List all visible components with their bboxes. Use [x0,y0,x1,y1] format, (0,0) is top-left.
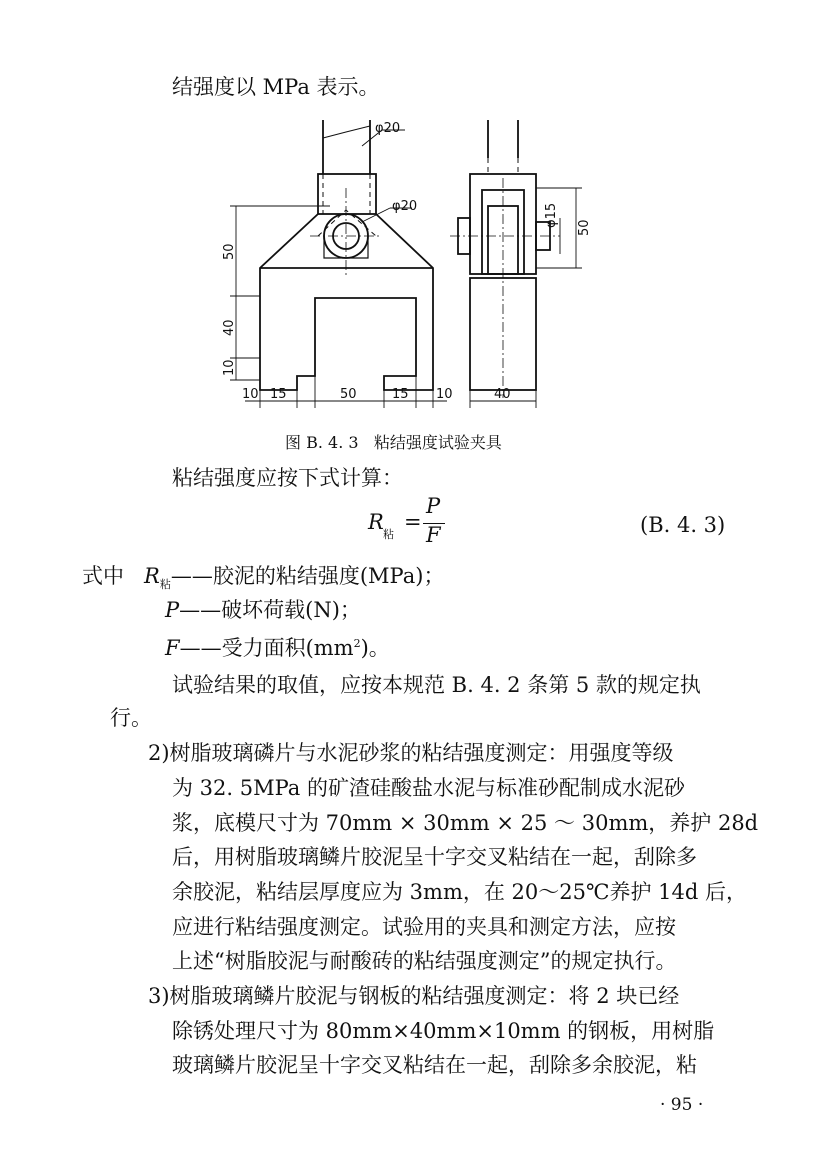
formula-denominator: F [426,523,441,547]
paragraph-line: 行。 [110,706,152,730]
front-body [260,214,433,390]
intro-line: 结强度以 MPa 表示。 [172,75,380,99]
page-number: · 95 · [660,1095,704,1115]
formula-numerator: P [426,494,441,518]
dim-b10b: 10 [436,387,453,402]
paragraph-line: 余胶泥，粘结层厚度应为 3mm，在 20～25℃养护 14d 后， [172,880,747,904]
dim-side-w: 40 [494,387,511,402]
where-f-symbol: F [165,636,180,660]
side-rod [488,120,518,158]
paragraph-line: 应进行粘结强度测定。试验用的夹具和测定方法，应按 [172,915,676,939]
dim-b10a: 10 [242,387,259,402]
dim-h40: 40 [222,319,237,336]
front-clevis [318,174,376,214]
formula [368,494,458,552]
fixture-drawing [200,118,592,418]
where-f-end: )。 [360,636,390,660]
dim-b15a: 15 [270,387,287,402]
where-r-text: ——胶泥的粘结强度(MPa)； [170,564,445,588]
formula-lhs-sub: 粘 [383,528,394,541]
figure-caption-title: 粘结强度试验夹具 [373,433,502,452]
paragraph-line: 3)树脂玻璃鳞片胶泥与钢板的粘结强度测定：将 2 块已经 [148,984,680,1008]
formula-eq: = [404,510,422,534]
dim-phi-top: φ20 [375,121,401,136]
where-p-line [165,595,361,625]
figure-caption [285,428,502,458]
where-r-sub: 粘 [159,578,171,592]
dim-h10: 10 [222,359,237,376]
dim-phi-pin: φ20 [392,199,418,214]
paragraph-line: 浆，底模尺寸为 70mm × 30mm × 25 ～ 30mm，养护 28d [172,811,759,835]
paragraph-line: 2)树脂玻璃磷片与水泥砂浆的粘结强度测定：用强度等级 [148,741,674,765]
figure-caption-number: 图 B. 4. 3 [285,433,359,452]
where-prefix: 式中 [82,564,124,588]
paragraph-line: 上述“树脂胶泥与耐酸砖的粘结强度测定”的规定执行。 [172,949,677,973]
dim-b15b: 15 [392,387,409,402]
formula-lhs: R [368,510,384,534]
formula-lead: 粘结强度应按下式计算： [172,466,403,490]
where-p-text: ——破坏荷载(N)； [179,598,361,622]
dim-side-h50: 50 [577,219,592,236]
paragraph-line: 试验结果的取值，应按本规范 B. 4. 2 条第 5 款的规定执 [172,673,701,697]
paragraph-line: 除锈处理尺寸为 80mm×40mm×10mm 的钢板，用树脂 [172,1019,715,1043]
where-r-symbol: R [144,564,160,588]
paragraph-line: 玻璃鳞片胶泥呈十字交叉粘结在一起，刮除多余胶泥，粘 [172,1053,697,1077]
dim-b50: 50 [340,387,357,402]
dim-h50: 50 [222,243,237,260]
paragraph-line: 后，用树脂玻璃鳞片胶泥呈十字交叉粘结在一起，刮除多 [172,845,697,869]
formula-number: (B. 4. 3) [640,513,726,537]
where-p-symbol: P [165,598,180,622]
paragraph-line: 为 32. 5MPa 的矿渣硅酸盐水泥与标准砂配制成水泥砂 [172,776,685,800]
dim-phi-side: φ15 [544,202,559,228]
where-f-text: ——受力面积(mm [179,636,354,660]
where-f-line [165,629,390,663]
where-f-sup: 2 [353,637,361,650]
